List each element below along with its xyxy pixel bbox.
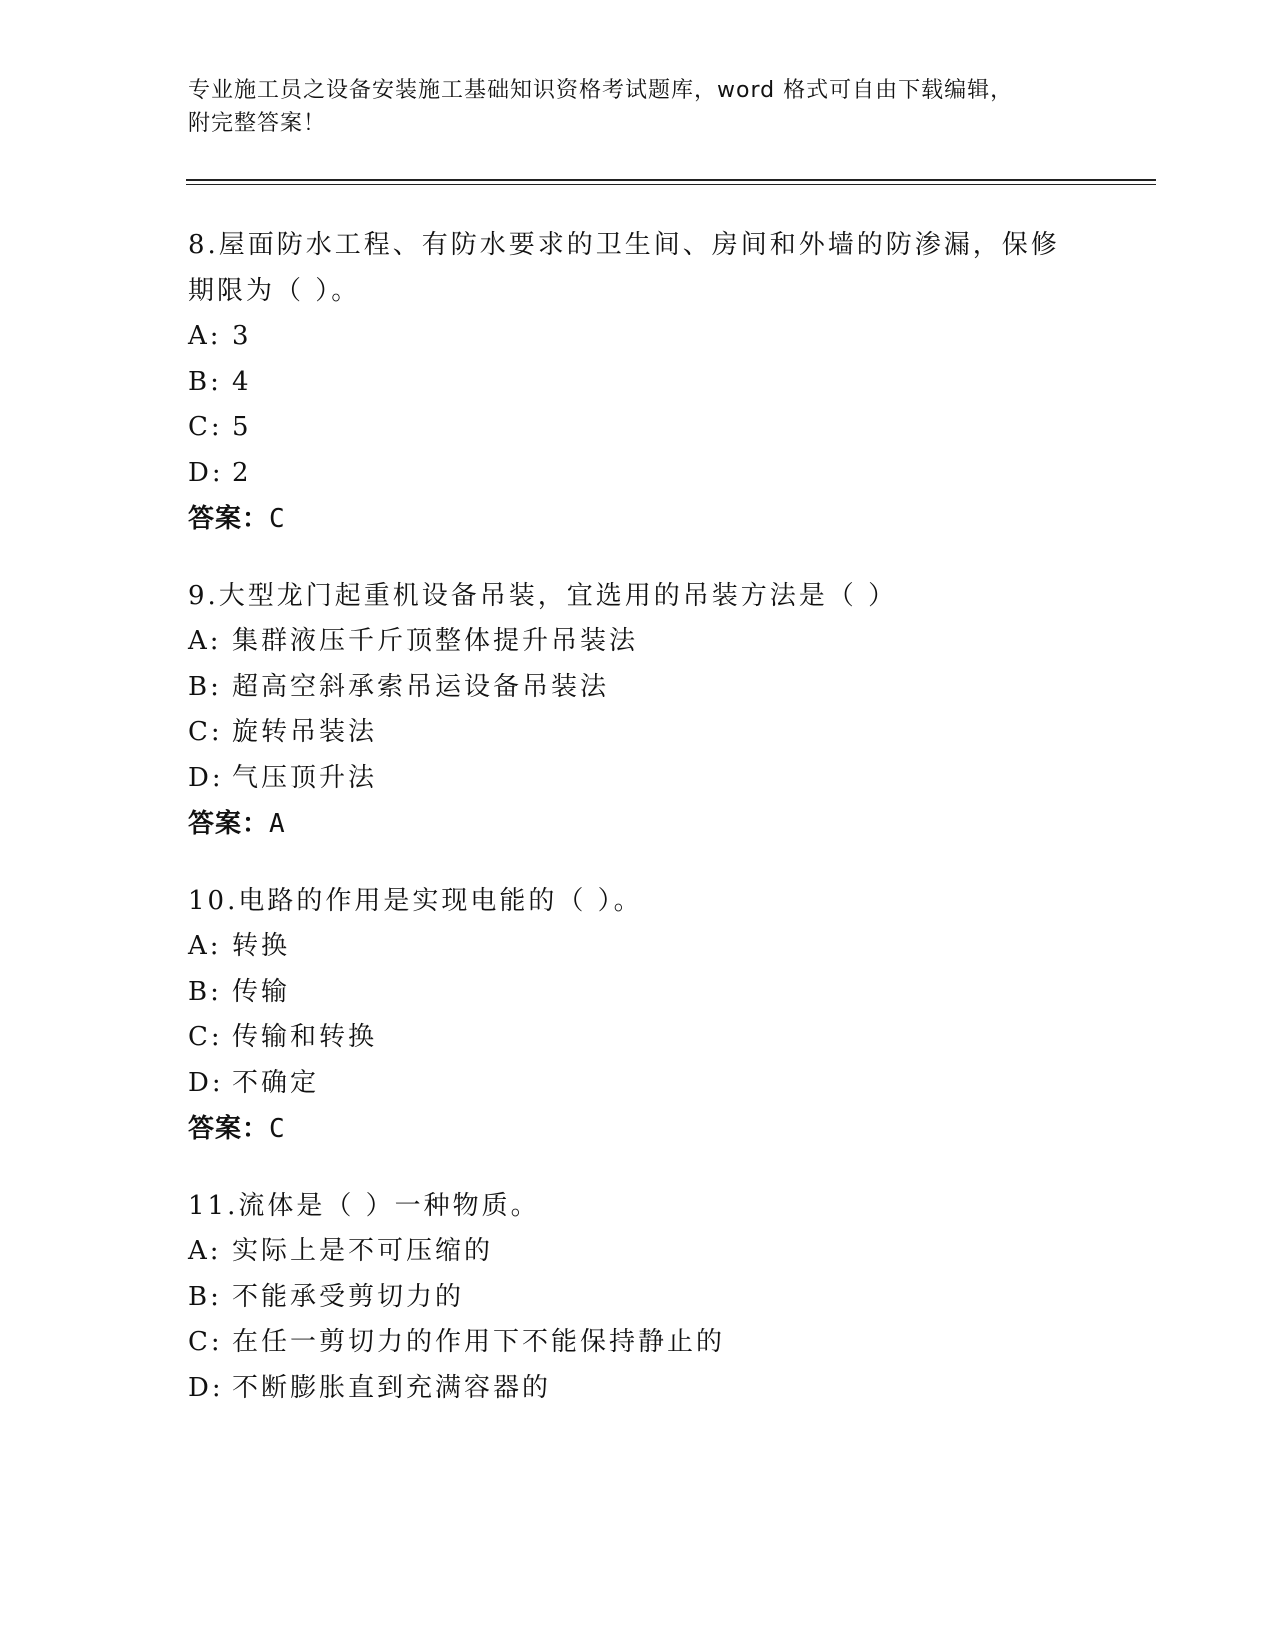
option-text: 旋转吊装法	[232, 717, 378, 747]
option-text: 气压顶升法	[232, 762, 378, 793]
answer-label: 答案：	[188, 809, 270, 839]
option-text: 3	[232, 321, 252, 351]
answer-value: A	[269, 809, 286, 839]
option-text: 集群液压千斤顶整体提升吊装法	[232, 626, 639, 656]
option-letter: C:	[188, 412, 223, 442]
document-header	[188, 74, 1088, 140]
option-letter: D:	[188, 457, 224, 488]
header-divider-thick	[186, 179, 1156, 181]
option-letter: C:	[188, 1022, 223, 1052]
option-text: 传输	[232, 976, 291, 1007]
option-letter: D:	[188, 762, 224, 793]
option-text: 不断膨胀直到充满容器的	[232, 1372, 552, 1403]
header-divider-thin	[186, 184, 1156, 185]
option-letter: A:	[188, 931, 222, 961]
question-stem-line: 期限为（ ）。	[188, 276, 361, 306]
option-letter: B:	[188, 976, 222, 1007]
question-9	[188, 573, 1088, 847]
option-d	[188, 451, 1088, 497]
option-a	[188, 619, 1088, 665]
option-c	[188, 1320, 1088, 1366]
option-letter: A:	[188, 626, 222, 656]
option-letter: B:	[188, 1281, 222, 1312]
option-text: 不确定	[232, 1067, 320, 1098]
question-8	[188, 222, 1088, 542]
header-line-1: 专业施工员之设备安装施工基础知识资格考试题库，word 格式可自由下载编辑，	[188, 78, 1014, 103]
option-letter: C:	[188, 1327, 223, 1357]
option-text: 超高空斜承索吊运设备吊装法	[232, 671, 610, 702]
option-letter: A:	[188, 1236, 222, 1266]
option-c	[188, 405, 1088, 451]
option-letter: B:	[188, 671, 222, 702]
answer-label: 答案：	[188, 1114, 270, 1144]
option-b	[188, 665, 1088, 711]
answer-value: C	[269, 504, 286, 534]
option-letter: D:	[188, 1067, 224, 1098]
option-text: 4	[232, 366, 252, 397]
option-c	[188, 1015, 1088, 1061]
question-stem-line: 11.流体是（ ）一种物质。	[188, 1191, 540, 1221]
question-stem	[188, 1183, 1088, 1229]
option-text: 5	[232, 412, 252, 442]
question-11	[188, 1183, 1088, 1411]
option-text: 不能承受剪切力的	[232, 1281, 465, 1312]
question-stem	[188, 878, 1088, 924]
question-stem	[188, 573, 1088, 619]
answer	[188, 801, 1088, 847]
option-d	[188, 1061, 1088, 1107]
question-10	[188, 878, 1088, 1152]
option-d	[188, 756, 1088, 802]
option-letter: A:	[188, 321, 222, 351]
answer	[188, 1106, 1088, 1152]
option-a	[188, 1229, 1088, 1275]
answer-label: 答案：	[188, 504, 270, 534]
option-letter: B:	[188, 366, 222, 397]
option-d	[188, 1366, 1088, 1412]
option-a	[188, 924, 1088, 970]
option-b	[188, 970, 1088, 1016]
option-a	[188, 314, 1088, 360]
answer	[188, 496, 1088, 542]
answer-value: C	[269, 1114, 286, 1144]
question-stem-line: 10.电路的作用是实现电能的（ ）。	[188, 886, 643, 916]
option-text: 2	[232, 457, 252, 488]
option-c	[188, 710, 1088, 756]
question-stem-line: 8.屋面防水工程、有防水要求的卫生间、房间和外墙的防渗漏，保修	[188, 230, 1060, 260]
header-line-2: 附完整答案！	[188, 111, 327, 136]
option-text: 在任一剪切力的作用下不能保持静止的	[232, 1327, 726, 1357]
option-letter: D:	[188, 1372, 224, 1403]
option-b	[188, 1275, 1088, 1321]
option-letter: C:	[188, 717, 223, 747]
option-text: 转换	[232, 931, 291, 961]
option-b	[188, 360, 1088, 406]
option-text: 实际上是不可压缩的	[232, 1236, 494, 1266]
option-text: 传输和转换	[232, 1022, 378, 1052]
question-stem-line: 9.大型龙门起重机设备吊装，宜选用的吊装方法是（ ）	[188, 581, 898, 611]
question-stem	[188, 222, 1088, 314]
